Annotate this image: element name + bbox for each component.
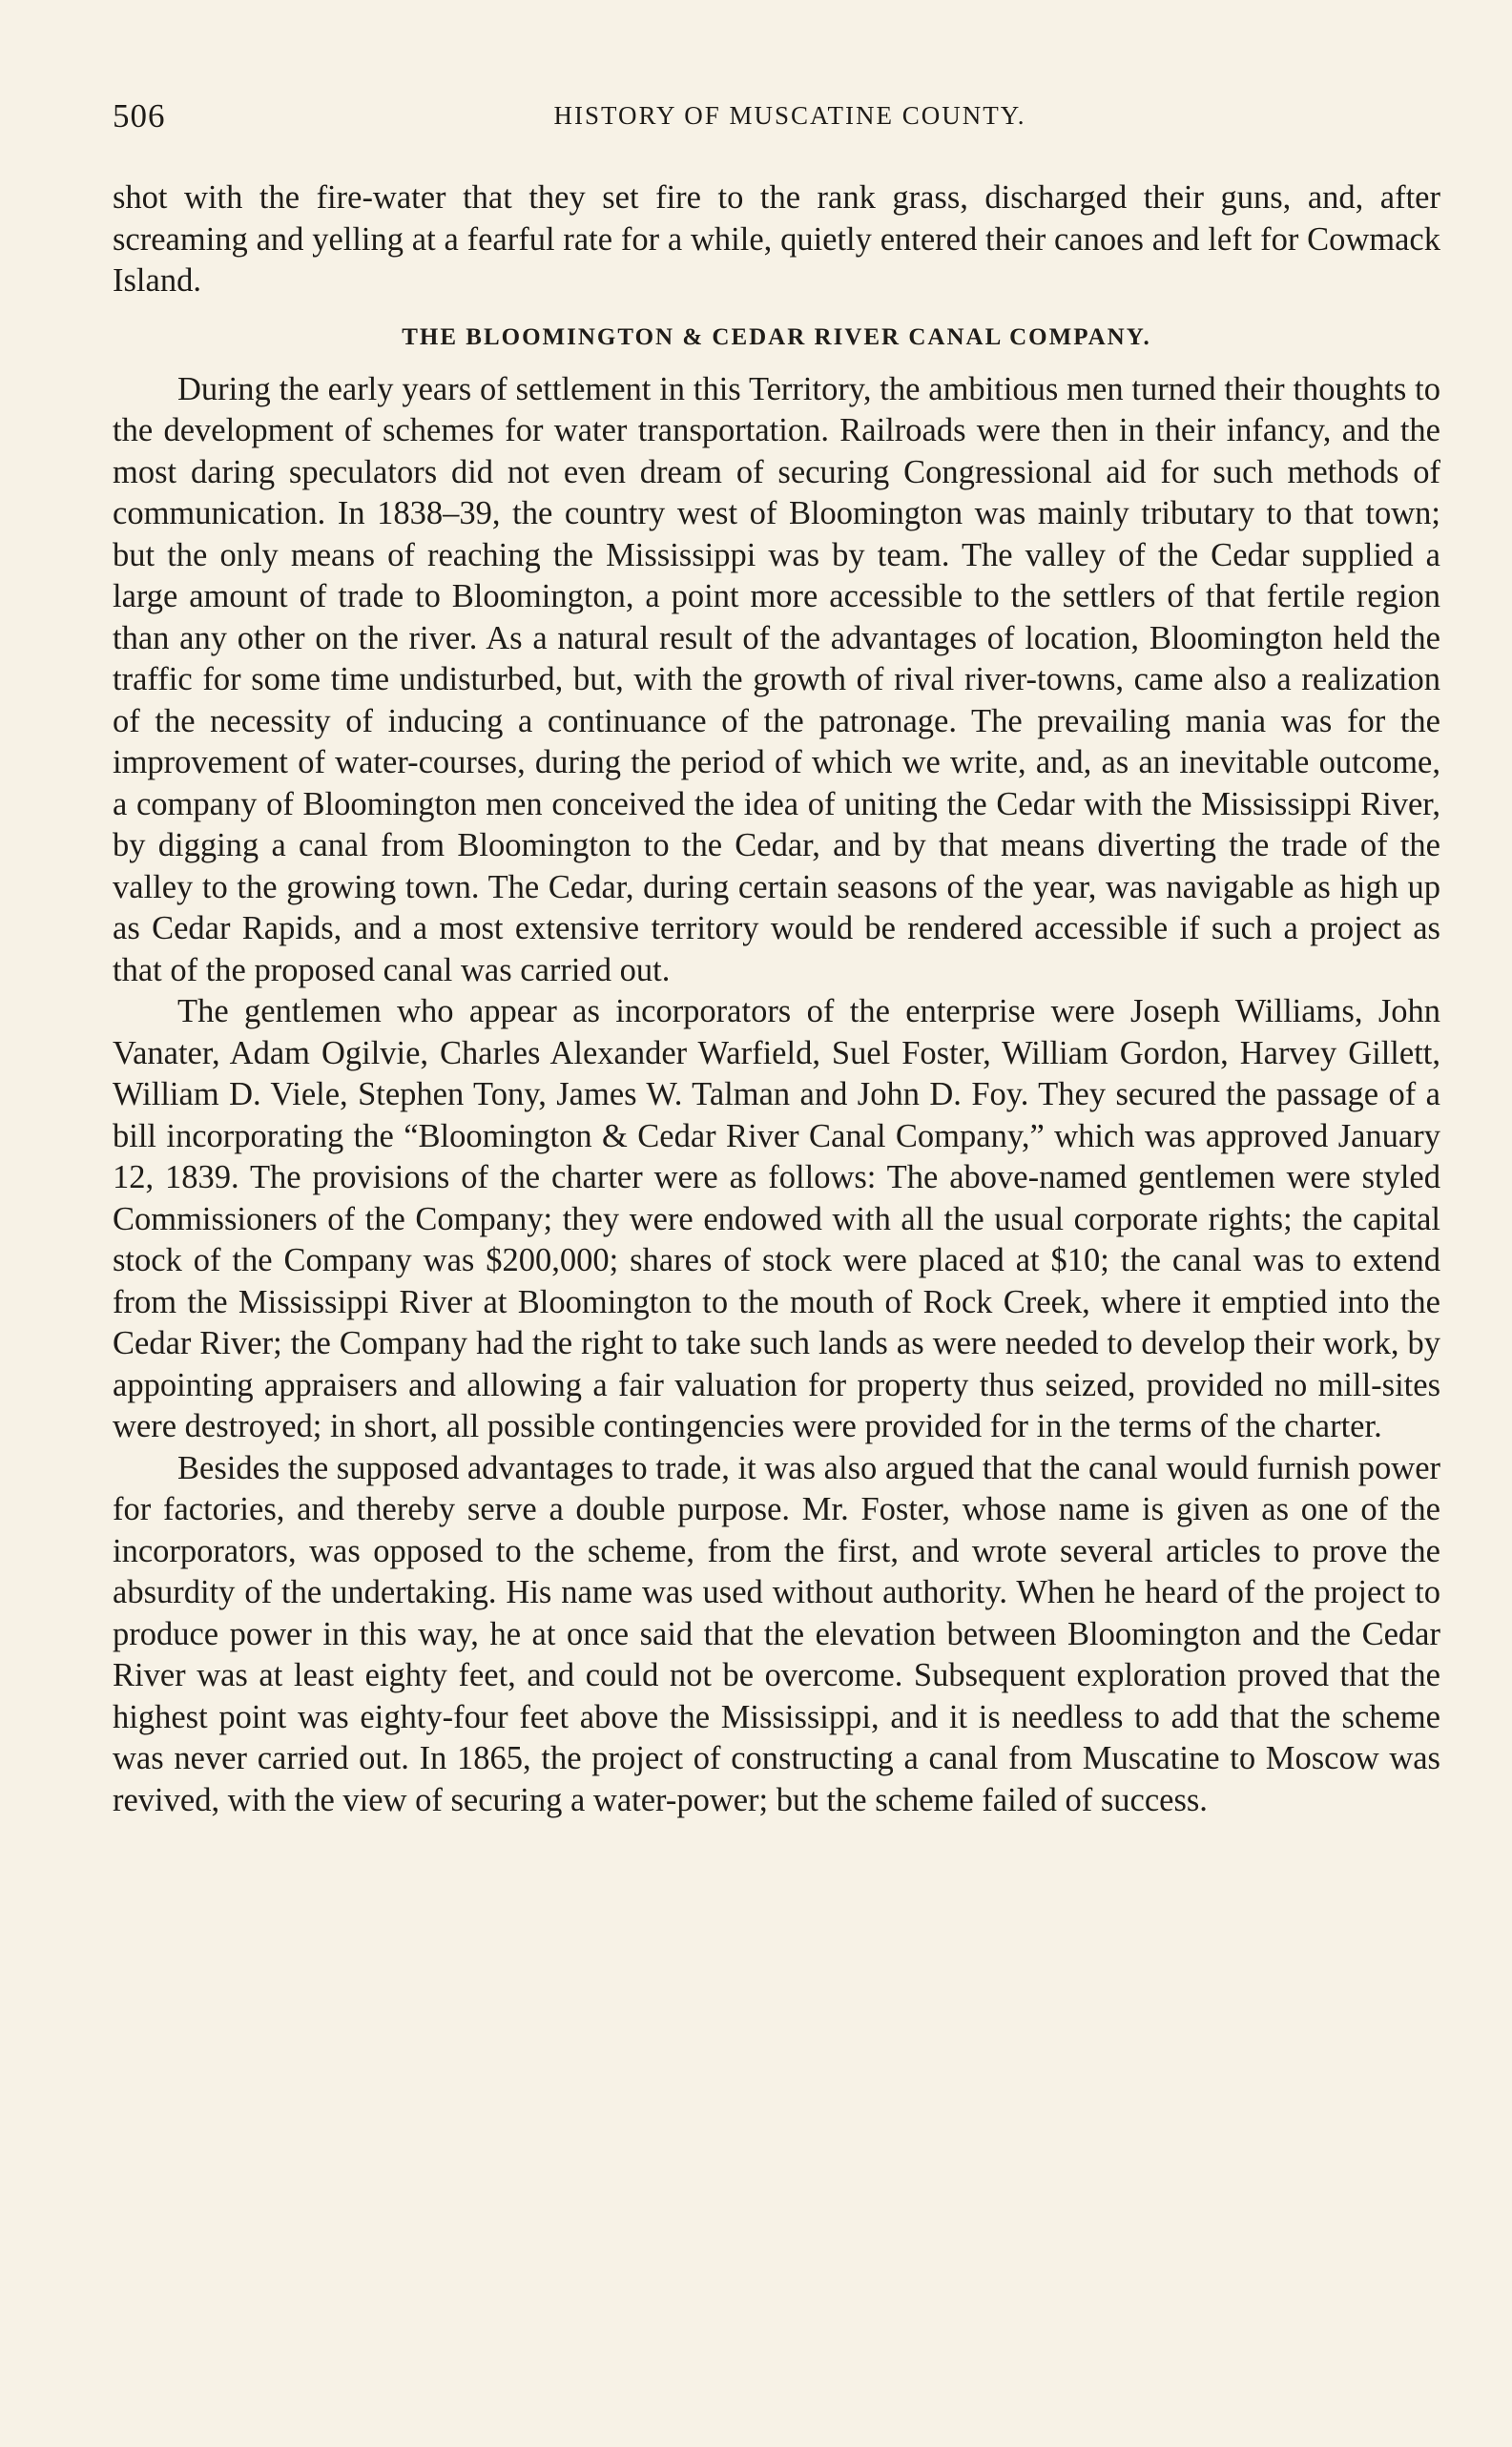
running-head: HISTORY OF MUSCATINE COUNTY.	[553, 101, 1026, 130]
page-header	[113, 97, 1448, 135]
page-number: 506	[113, 97, 166, 135]
section-heading: THE BLOOMINGTON & CEDAR RIVER CANAL COMPANY.	[402, 323, 1151, 350]
body-text	[113, 177, 1440, 1821]
opening-paragraph: shot with the fire-water that they set fire to the rank grass, discharged their guns, and, after screaming and yelling at a fearful rate for a while, quietly entered their canoes and left for Cowmack Island.	[113, 179, 1440, 299]
paragraph-outcome: Besides the supposed advantages to trade, it was also argued that the canal would furnish power for factories, and thereby serve a double purpose. Mr. Foster, whose name is given as one of the incorporators, was opposed to the scheme, from the first, and wrote several articles to prove the absurdity of the undertaking. His name was used without authority. When he heard of the project to produce power in this way, he at once said that the elevation between Bloomington and the Cedar River was at least eighty feet, and could not be overcome. Subsequent exploration proved that the highest point was eighty-four feet above the Mississippi, and it is needless to add that the scheme was never carried out. In 1865, the project of constructing a canal from Muscatine to Moscow was revived, with the view of securing a water-power; but the scheme failed of success.	[113, 1449, 1440, 1818]
paragraph-canal-origins: During the early years of settlement in this Territory, the ambitious men turned their thoughts to the development of schemes for water transportation. Railroads were then in their infancy, and the most daring speculators did not even dream of securing Congressional aid for such methods of communication. In 1838–39, the country west of Bloomington was mainly tributary to that town; but the only means of reaching the Mississippi was by team. The valley of the Cedar supplied a large amount of trade to Bloomington, a point more accessible to the settlers of that fertile region than any other on the river. As a natural result of the advantages of location, Bloomington held the traffic for some time undisturbed, but, with the growth of rival river-towns, came also a realization of the necessity of inducing a continuance of the patronage. The prevailing mania was for the improvement of water-courses, during the period of which we write, and, as an inevitable outcome, a company of Bloomington men conceived the idea of uniting the Cedar with the Mississippi River, by digging a canal from Bloomington to the Cedar, and by that means diverting the trade of the valley to the growing town. The Cedar, during certain seasons of the year, was navigable as high up as Cedar Rapids, and a most extensive territory would be rendered accessible if such a project as that of the proposed canal was carried out.	[113, 370, 1440, 988]
paragraph-incorporators: The gentlemen who appear as incorporators of the enterprise were Joseph Williams, John Vanater, Adam Ogilvie, Charles Alexander Warfield, Suel Foster, William Gordon, Harvey Gillett, William D. Viele, Stephen Tony, James W. Talman and John D. Foy. They secured the passage of a bill incorporating the “Bloomington & Cedar River Canal Company,” which was approved January 12, 1839. The provisions of the charter were as follows: The above-named gentlemen were styled Commissioners of the Company; they were endowed with all the usual corporate rights; the capital stock of the Company was $200,000; shares of stock were placed at $10; the canal was to extend from the Mississippi River at Bloomington to the mouth of Rock Creek, where it emptied into the Cedar River; the Company had the right to take such lands as were needed to develop their work, by appointing appraisers and allowing a fair valuation for property thus seized, provided no mill-sites were destroyed; in short, all possible contingencies were provided for in the terms of the charter.	[113, 993, 1440, 1444]
